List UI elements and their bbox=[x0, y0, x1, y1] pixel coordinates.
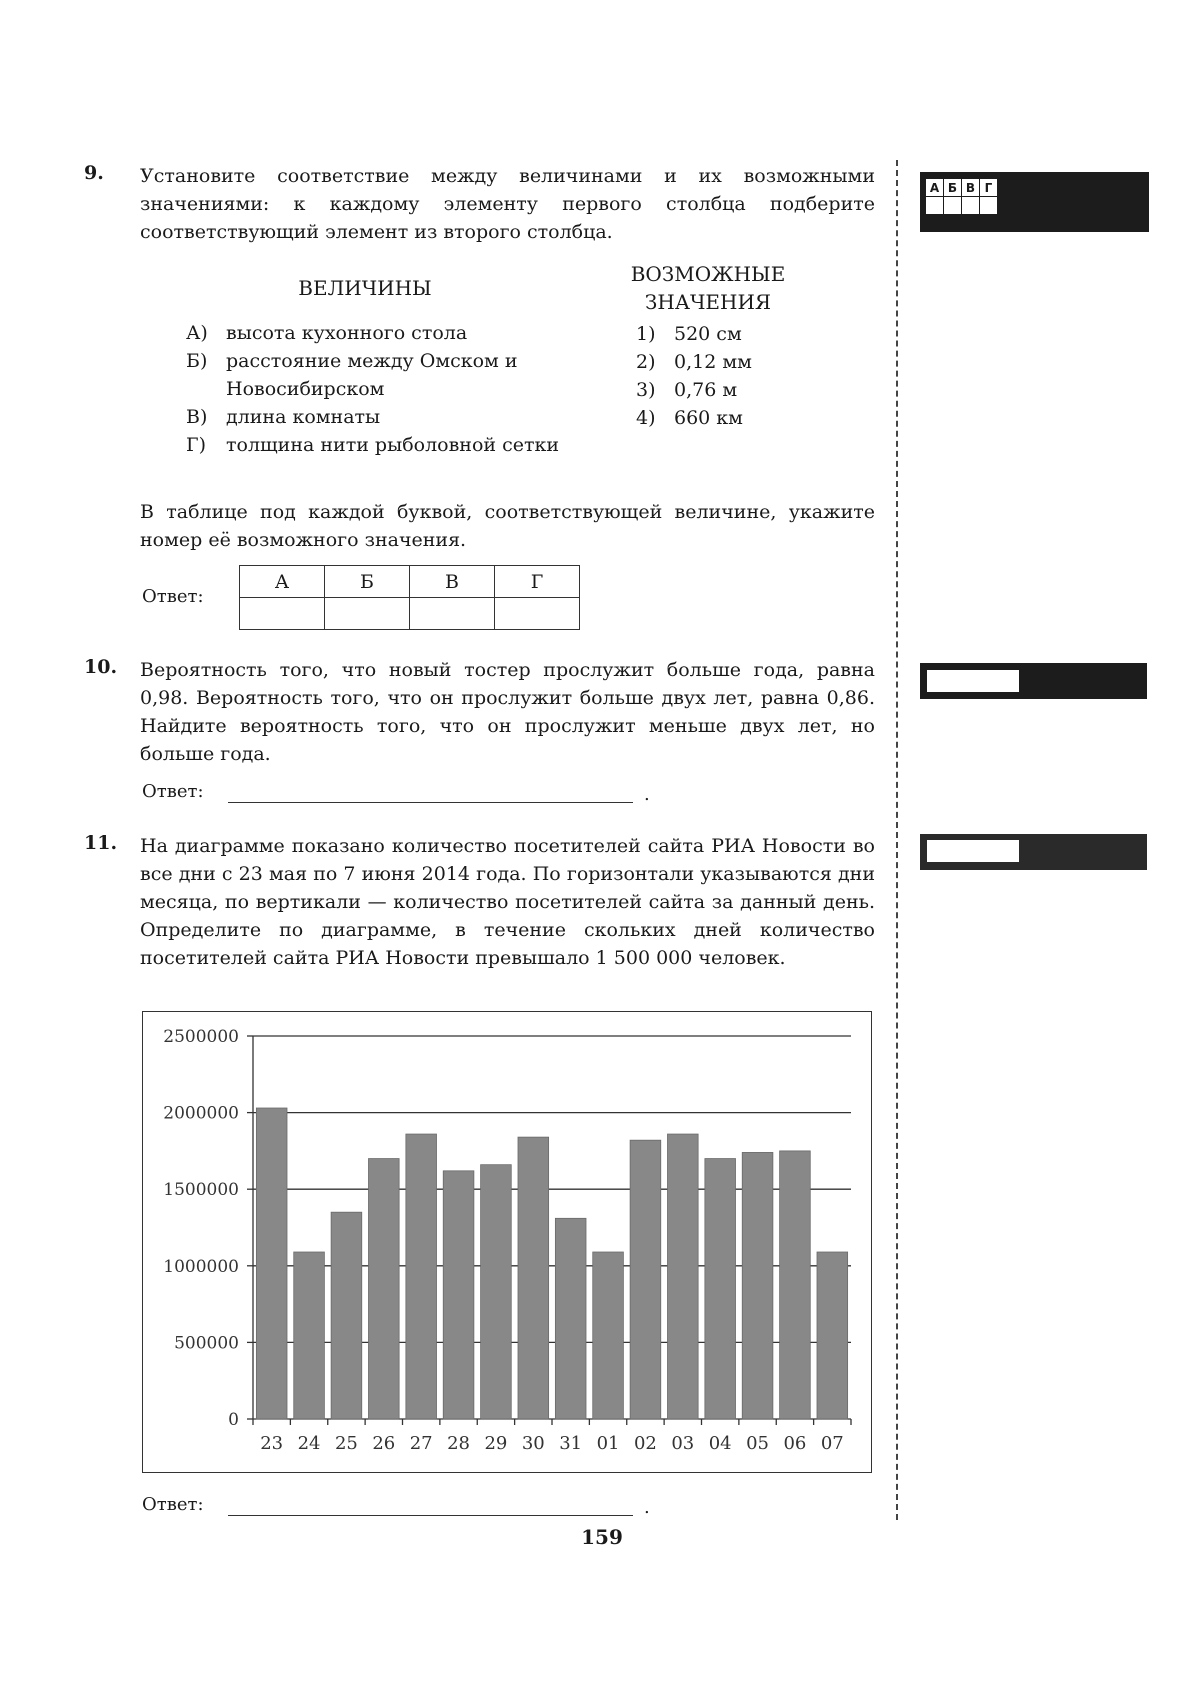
y-tick-label: 1500000 bbox=[163, 1180, 239, 1201]
quantity-label: Г) bbox=[186, 434, 206, 456]
task9-text: Установите соответствие между величинами и их возможными значениями: к каждому элементу первого столбца подберите соответствующий элемент из второго столбца. bbox=[140, 165, 875, 243]
answer-table-header: А bbox=[240, 566, 325, 598]
grid-letter: Б bbox=[944, 179, 962, 197]
visitors-bar-chart bbox=[143, 1012, 871, 1472]
bar bbox=[742, 1152, 773, 1419]
value-item bbox=[636, 376, 737, 404]
bar bbox=[667, 1134, 698, 1419]
x-tick-label: 01 bbox=[596, 1433, 620, 1454]
value-item bbox=[636, 320, 742, 348]
x-tick-label: 03 bbox=[671, 1433, 695, 1454]
bar bbox=[443, 1171, 474, 1419]
quantities-header: ВЕЛИЧИНЫ bbox=[298, 276, 432, 300]
quantity-text: длина комнаты bbox=[226, 406, 381, 428]
value-label: 1) bbox=[636, 323, 656, 345]
task11-answer-line[interactable] bbox=[228, 1515, 633, 1516]
x-tick-label: 23 bbox=[260, 1433, 284, 1454]
bar bbox=[481, 1165, 512, 1419]
task11-number: 11. bbox=[84, 832, 118, 854]
quantity-item bbox=[186, 319, 546, 347]
task11-answer-dot: . bbox=[644, 1497, 650, 1518]
bar bbox=[368, 1159, 399, 1419]
quantity-text: высота кухонного стола bbox=[226, 322, 468, 344]
value-text: 0,76 м bbox=[674, 379, 738, 401]
grid-cell[interactable] bbox=[980, 197, 998, 215]
page-number: 159 bbox=[581, 1525, 623, 1549]
task11-answer-field[interactable] bbox=[927, 840, 1019, 862]
grid-cell[interactable] bbox=[926, 197, 944, 215]
bar bbox=[518, 1137, 549, 1419]
value-label: 3) bbox=[636, 379, 656, 401]
task10-answer-line[interactable] bbox=[228, 802, 633, 803]
answer-cell-b[interactable] bbox=[325, 598, 410, 630]
task10-answer-label: Ответ: bbox=[142, 781, 204, 802]
answer-table-header: В bbox=[410, 566, 495, 598]
x-tick-label: 31 bbox=[559, 1433, 583, 1454]
answer-cell-a[interactable] bbox=[240, 598, 325, 630]
x-tick-label: 24 bbox=[297, 1433, 321, 1454]
y-tick-label: 1000000 bbox=[163, 1256, 239, 1277]
quantity-item bbox=[186, 347, 586, 403]
y-tick-label: 500000 bbox=[174, 1333, 239, 1354]
task10-answer-dot: . bbox=[644, 784, 650, 805]
grid-letter: Г bbox=[980, 179, 998, 197]
value-item bbox=[636, 404, 743, 432]
task11-answer-label: Ответ: bbox=[142, 1494, 204, 1515]
y-tick-label: 0 bbox=[228, 1410, 239, 1430]
x-tick-label: 27 bbox=[409, 1433, 433, 1454]
y-tick-label: 2500000 bbox=[163, 1027, 239, 1047]
task10-number: 10. bbox=[84, 656, 118, 678]
task10-answer-field[interactable] bbox=[927, 670, 1019, 692]
grid-letter: В bbox=[962, 179, 980, 197]
bar bbox=[817, 1252, 848, 1419]
bar bbox=[555, 1218, 586, 1419]
task9-number: 9. bbox=[84, 162, 104, 184]
task11-text: На диаграмме показано количество посетителей сайта РИА Новости во все дни с 23 мая по 7 июня 2014 года. По горизонтали указываются дни месяца, по вертикали — количество посетителей сайта за данный день. Определите по диаграмме, в течение скольких дней количество посетителей сайта РИА Новости превышало 1 500 000 человек. bbox=[140, 835, 875, 969]
bar bbox=[780, 1151, 811, 1419]
value-text: 520 см bbox=[674, 323, 742, 345]
value-text: 0,12 мм bbox=[674, 351, 752, 373]
x-tick-label: 07 bbox=[820, 1433, 844, 1454]
bar bbox=[294, 1252, 325, 1419]
x-tick-label: 02 bbox=[633, 1433, 657, 1454]
x-tick-label: 28 bbox=[447, 1433, 471, 1454]
value-label: 2) bbox=[636, 351, 656, 373]
bar bbox=[256, 1108, 287, 1419]
answer-cell-v[interactable] bbox=[410, 598, 495, 630]
bar bbox=[705, 1159, 736, 1419]
grid-cell[interactable] bbox=[962, 197, 980, 215]
chart-frame bbox=[142, 1011, 872, 1473]
cut-line bbox=[896, 160, 898, 1520]
task9-letter-grid bbox=[925, 178, 998, 215]
value-text: 660 км bbox=[674, 407, 743, 429]
bar bbox=[406, 1134, 437, 1419]
value-label: 4) bbox=[636, 407, 656, 429]
quantity-text: расстояние между Омском и Новосибирском bbox=[226, 350, 518, 400]
quantity-label: В) bbox=[186, 406, 208, 428]
value-item bbox=[636, 348, 752, 376]
task10-text: Вероятность того, что новый тостер прослужит больше года, равна 0,98. Вероятность того, что он прослужит больше двух лет, равна 0,86. Найдите вероятность того, что он прослужит меньше двух лет, но больше года. bbox=[140, 659, 875, 765]
answer-cell-g[interactable] bbox=[495, 598, 580, 630]
answer-table-header: Г bbox=[495, 566, 580, 598]
x-tick-label: 04 bbox=[708, 1433, 732, 1454]
quantity-text: толщина нити рыболовной сетки bbox=[226, 434, 560, 456]
x-tick-label: 25 bbox=[334, 1433, 358, 1454]
task9-answer-table bbox=[239, 565, 580, 630]
x-tick-label: 05 bbox=[746, 1433, 770, 1454]
bar bbox=[331, 1212, 362, 1419]
answer-table-header: Б bbox=[325, 566, 410, 598]
task9-answer-label: Ответ: bbox=[142, 586, 204, 607]
bar bbox=[630, 1140, 661, 1419]
y-tick-label: 2000000 bbox=[163, 1103, 239, 1124]
quantity-label: А) bbox=[186, 322, 208, 344]
quantity-item bbox=[186, 403, 546, 431]
bar bbox=[593, 1252, 624, 1419]
grid-cell[interactable] bbox=[944, 197, 962, 215]
quantity-item bbox=[186, 431, 566, 459]
x-tick-label: 29 bbox=[484, 1433, 508, 1454]
x-tick-label: 30 bbox=[521, 1433, 545, 1454]
grid-letter: А bbox=[926, 179, 944, 197]
x-tick-label: 26 bbox=[372, 1433, 396, 1454]
x-tick-label: 06 bbox=[783, 1433, 807, 1454]
task9-instruction: В таблице под каждой буквой, соответствующей величине, укажите номер её возможного значения. bbox=[140, 501, 875, 551]
values-header: ВОЗМОЖНЫЕ ЗНАЧЕНИЯ bbox=[630, 262, 786, 314]
quantity-label: Б) bbox=[186, 350, 208, 372]
